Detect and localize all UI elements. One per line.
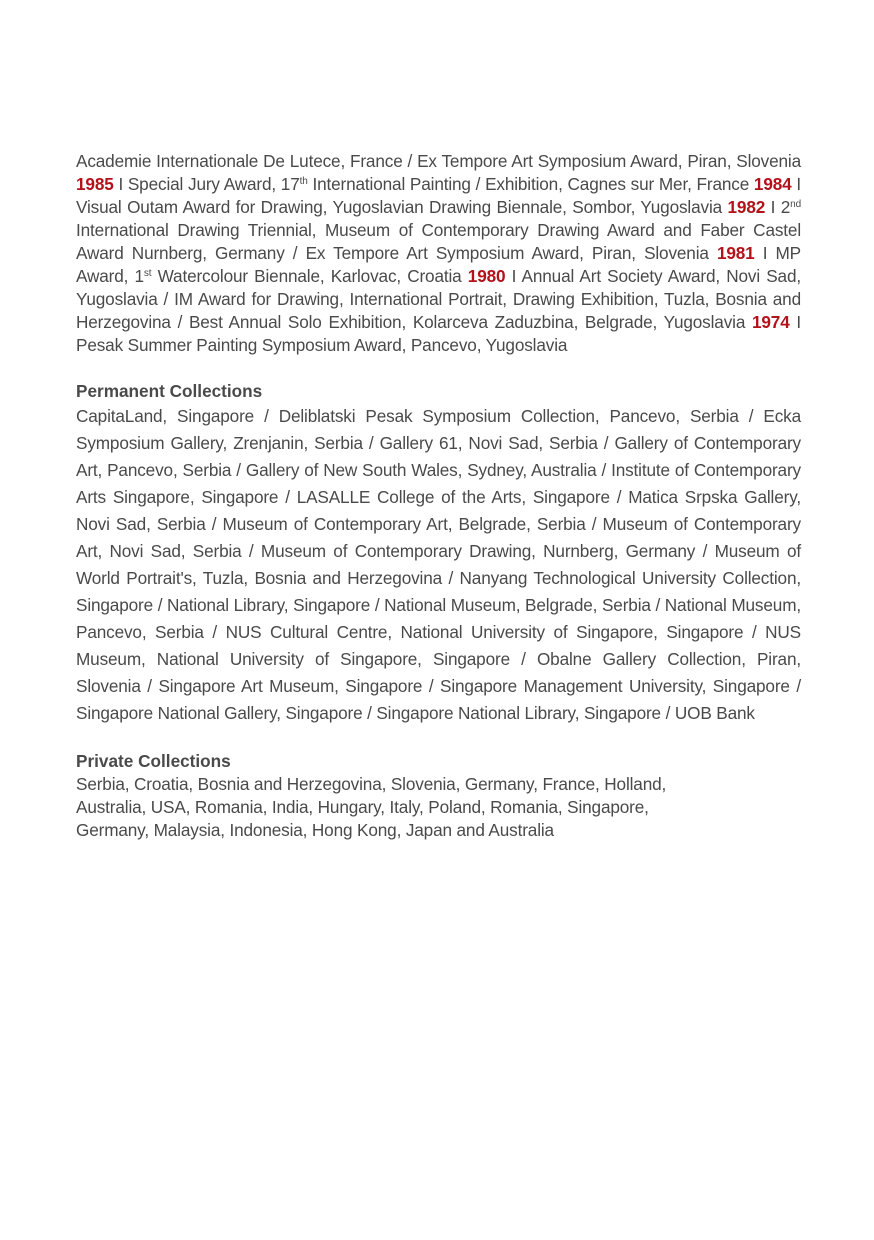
spacer — [76, 357, 801, 380]
private-collections-heading: Private Collections — [76, 751, 231, 771]
award-year: 1980 — [467, 266, 506, 286]
award-year: 1974 — [751, 312, 790, 332]
spacer — [76, 727, 801, 750]
awards-text: I 2 — [765, 197, 791, 217]
award-year: 1985 — [76, 174, 114, 194]
awards-text: Academie Internationale De Lutece, France / Ex Tempore Art Symposium Award, Piran, Slovenia — [76, 151, 801, 171]
awards-text: International Drawing Triennial, Museum of Contemporary Drawing Award and Faber Castel Award Nurnberg, Germany / Ex Tempore Art Symposium Award, Piran, Slovenia — [76, 220, 801, 263]
awards-paragraph — [76, 150, 801, 357]
awards-text: Watercolour Biennale, Karlovac, Croatia — [151, 266, 468, 286]
private-collections-line: Germany, Malaysia, Indonesia, Hong Kong, Japan and Australia — [76, 820, 554, 840]
awards-text: I Pesak Summer Painting Symposium Award, Pancevo, Yugoslavia — [76, 312, 801, 355]
page-content — [76, 150, 801, 842]
ordinal-suffix: st — [143, 268, 152, 279]
private-collections-line: Australia, USA, Romania, India, Hungary, Italy, Poland, Romania, Singapore, — [76, 797, 649, 817]
ordinal-suffix: nd — [790, 199, 801, 210]
awards-text: I Special Jury Award, 17 — [113, 174, 300, 194]
private-collections-line: Serbia, Croatia, Bosnia and Herzegovina, Slovenia, Germany, France, Holland, — [76, 774, 667, 794]
award-year: 1981 — [716, 243, 755, 263]
awards-text: I Annual Art Society Award, Novi Sad, Yugoslavia / IM Award for Drawing, International Portrait, Drawing Exhibition, Tuzla, Bosnia and Herzegovina / Best Annual Solo Exhibition, Kolarceva Zaduzbina, Belgrade, Yugoslavia — [76, 266, 801, 332]
awards-text: I MP Award, 1 — [76, 243, 801, 286]
ordinal-suffix: th — [299, 176, 308, 187]
permanent-collections-list: CapitaLand, Singapore / Deliblatski Pesak Symposium Collection, Pancevo, Serbia / Ecka Symposium Gallery, Zrenjanin, Serbia / Gallery 61, Novi Sad, Serbia / Gallery of Contemporary Art, Pancevo, Serbia / Gallery of New South Wales, Sydney, Australia / Institute of Contemporary Arts Singapore, Singapore / LASALLE College of the Arts, Singapore / Matica Srpska Gallery, Novi Sad, Serbia / Museum of Contemporary Art, Belgrade, Serbia / Museum of Contemporary Art, Novi Sad, Serbia / Museum of Contemporary Drawing, Nurnberg, Germany / Museum of World Portrait's, Tuzla, Bosnia and Herzegovina / Nanyang Technological University Collection, Singapore / National Library, Singapore / National Museum, Belgrade, Serbia / National Museum, Pancevo, Serbia / NUS Cultural Centre, National University of Singapore, Singapore / NUS Museum, National University of Singapore, Singapore / Obalne Gallery Collection, Piran, Slovenia / Singapore Art Museum, Singapore / Singapore Management University, Singapore / Singapore National Gallery, Singapore / Singapore National Library, Singapore / UOB Bank — [76, 406, 801, 723]
private-collections-list — [76, 773, 801, 842]
permanent-collections-heading: Permanent Collections — [76, 381, 263, 401]
award-year: 1982 — [727, 197, 766, 217]
award-year: 1984 — [753, 174, 792, 194]
awards-text: International Painting / Exhibition, Cagnes sur Mer, France — [307, 174, 754, 194]
awards-text: I Visual Outam Award for Drawing, Yugoslavian Drawing Biennale, Sombor, Yugoslavia — [76, 174, 801, 217]
